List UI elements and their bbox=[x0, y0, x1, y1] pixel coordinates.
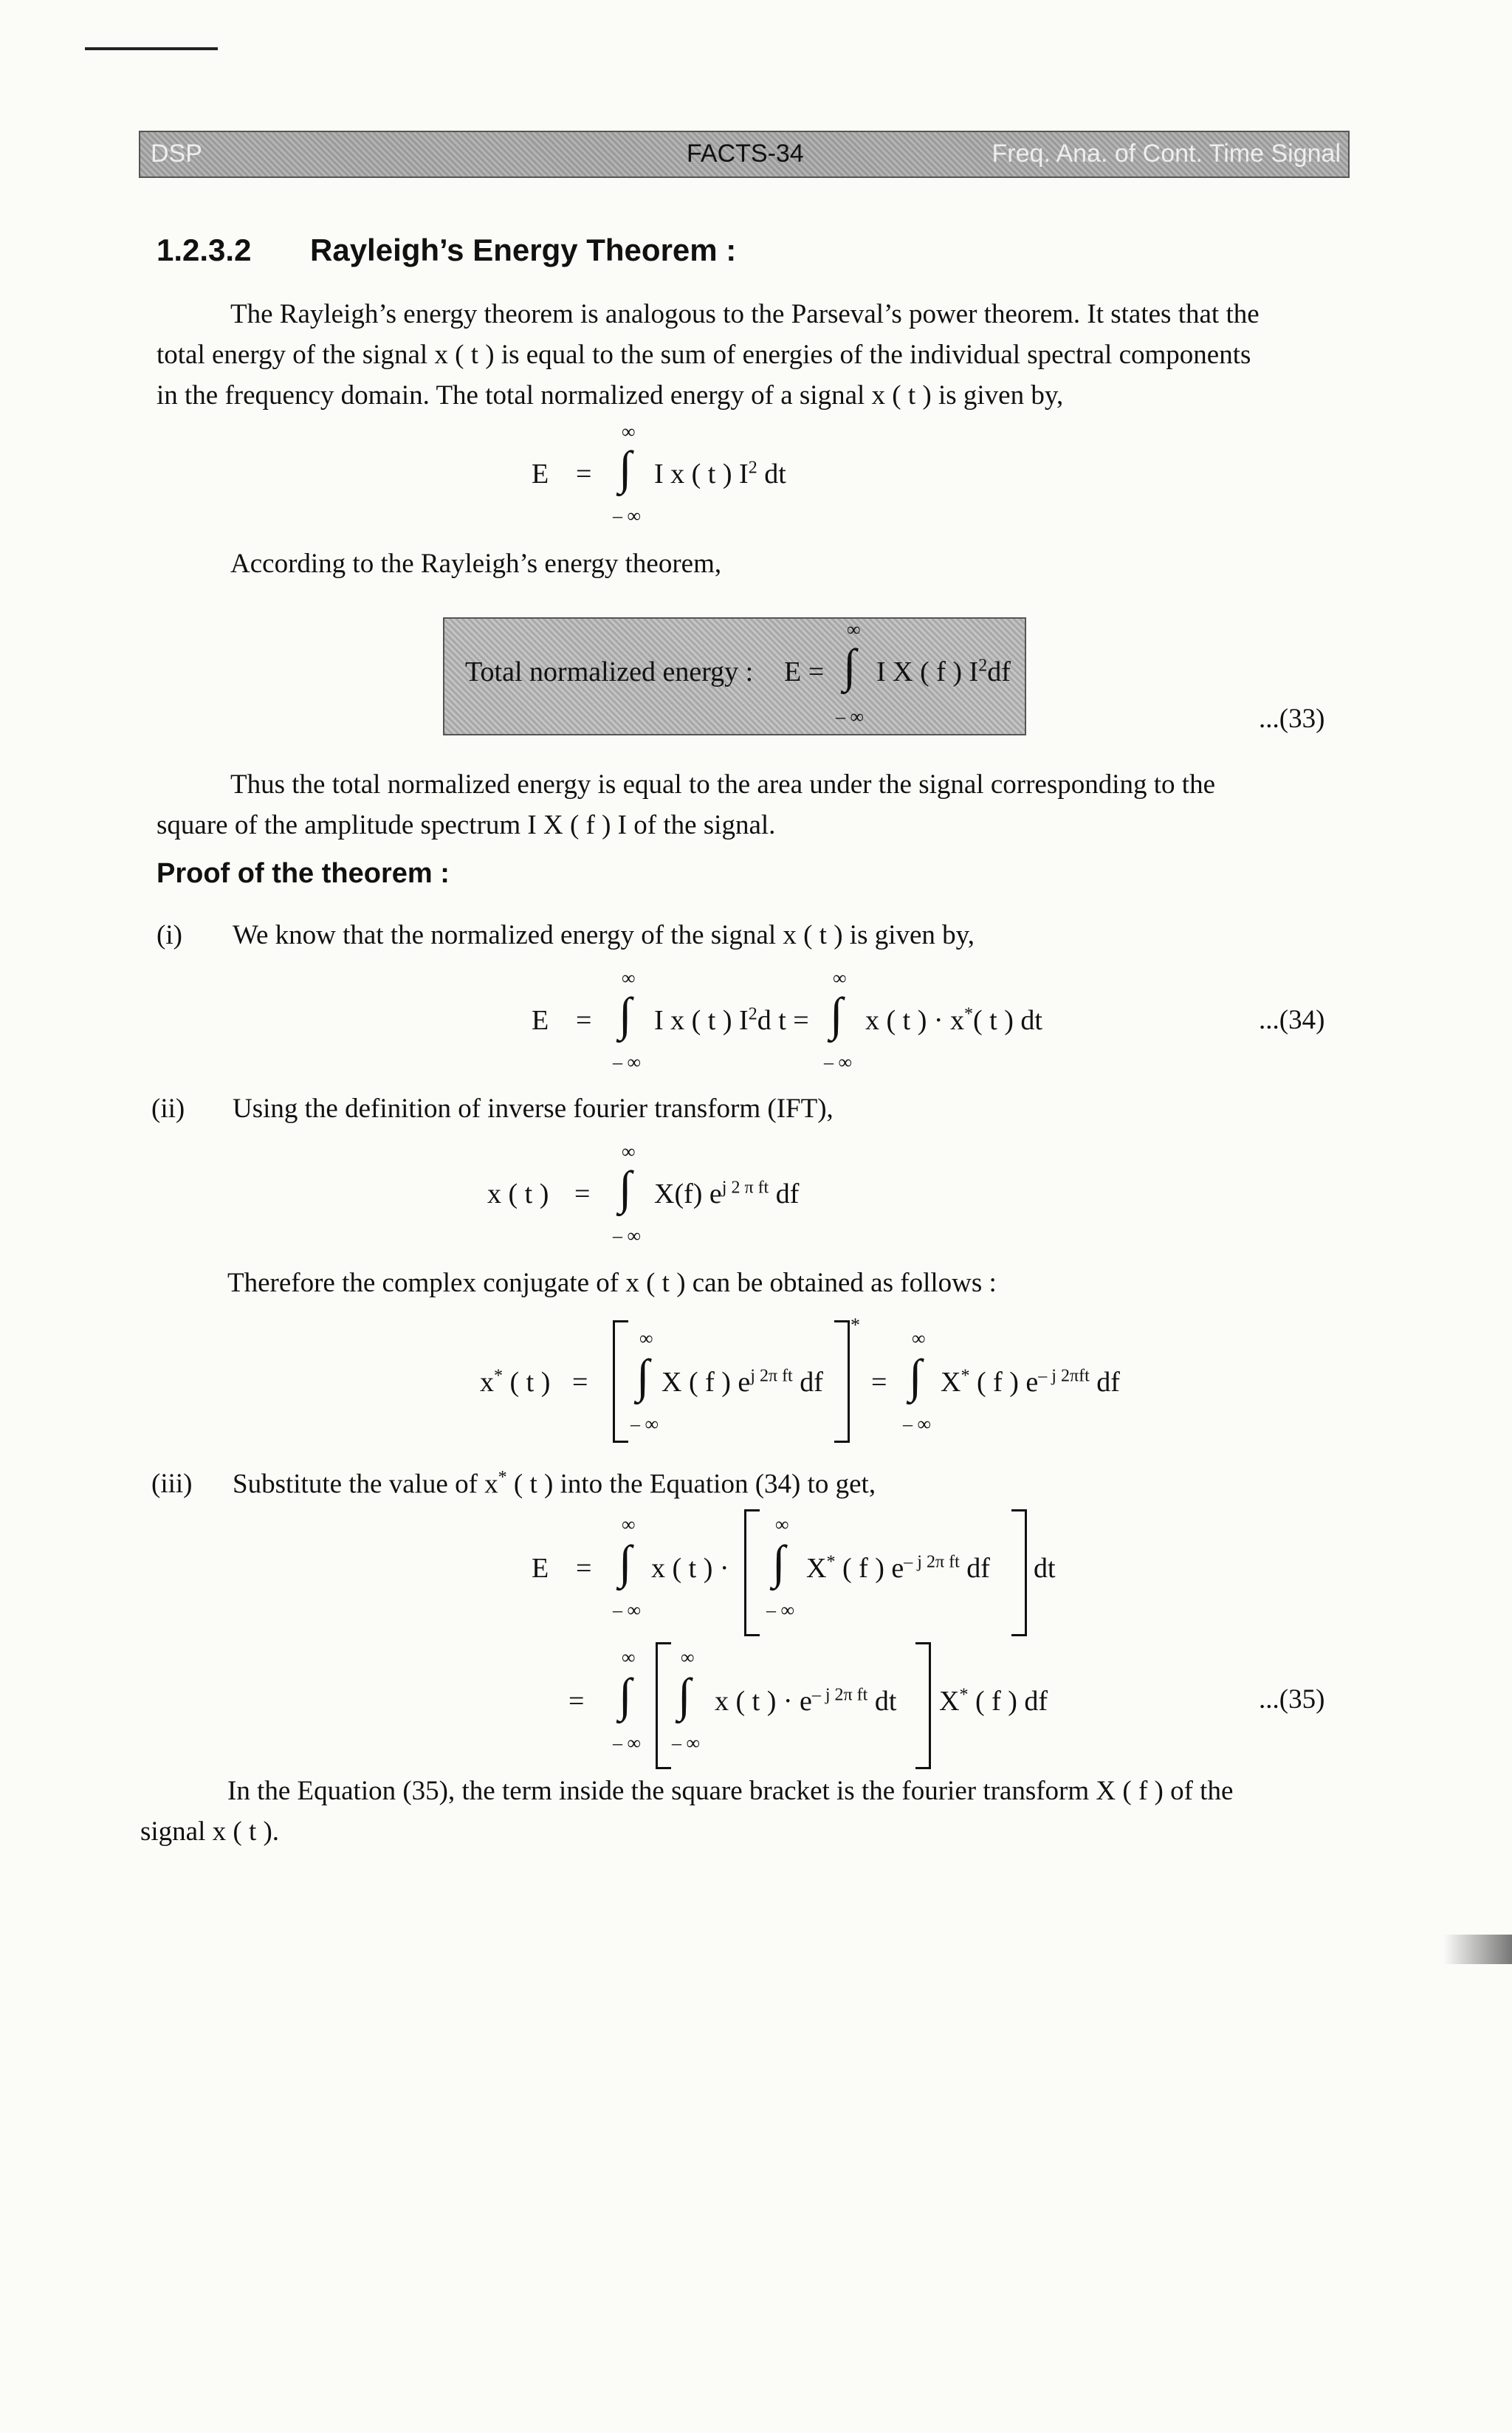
integral-sign: ∫ bbox=[619, 1161, 632, 1214]
ift-equation: x ( t ) = ∞ ∫ – ∞ X(f) $e^{j 2 \pi ft}$ df bbox=[487, 1141, 800, 1246]
final-paragraph: In the Equation (35), the term inside the square bracket is the fourier transform X ( f ) of the signal x ( t ). bbox=[140, 1776, 1234, 1847]
equation-34: E = ∞ ∫ – ∞ I x ( t ) $I^2d$ t = ∞ ∫ – ∞ x ( t ) · x*( t ) dt bbox=[532, 967, 1042, 1073]
left-bracket bbox=[656, 1642, 671, 1769]
step-2-text: Using the definition of inverse fourier transform (IFT), bbox=[233, 1094, 834, 1124]
intro-line-2: total energy of the signal x ( t ) is equal to the sum of energies of the individual spectral components bbox=[157, 340, 1251, 370]
left-bracket bbox=[613, 1320, 628, 1443]
integral-sign: ∫ bbox=[636, 1350, 650, 1402]
equation-ref-34: ...(34) bbox=[1259, 1005, 1325, 1035]
intro-line-3: in the frequency domain. The total normalized energy of a signal x ( t ) is given by, bbox=[157, 380, 1064, 411]
equation-35: = ∞ ∫ – ∞ ∞ ∫ – ∞ x ( t ) · $e^{- j 2\pi ft}$ dt X* ( f ) df bbox=[568, 1639, 1100, 1772]
integral-sign: ∫ bbox=[619, 1536, 632, 1588]
left-bracket bbox=[744, 1509, 760, 1636]
equation-ref-35: ...(35) bbox=[1259, 1684, 1325, 1715]
header-page-number: FACTS-34 bbox=[687, 140, 804, 168]
section-number: 1.2.3.2 bbox=[157, 233, 252, 267]
substitution-equation: E = ∞ ∫ – ∞ x ( t ) · ∞ ∫ – ∞ X* ( f ) $e^{- j 2\pi ft}$ df dt bbox=[532, 1506, 1093, 1639]
step-1-text: We know that the normalized energy of the signal x ( t ) is given by, bbox=[233, 920, 975, 950]
integral-sign: ∫ bbox=[830, 988, 843, 1040]
scan-shadow bbox=[1443, 1935, 1512, 1964]
energy-equation: E = ∞ ∫ – ∞ I x ( t ) $I^2$ dt bbox=[532, 421, 786, 526]
header-left: DSP bbox=[151, 140, 202, 168]
integral-sign: ∫ bbox=[619, 1669, 632, 1721]
integral-sign: ∫ bbox=[843, 639, 856, 692]
integral-sign: ∫ bbox=[909, 1350, 922, 1402]
thus-paragraph: Thus the total normalized energy is equal to the area under the signal corresponding to the square of the amplitude spectrum I X ( f ) I of the signal. bbox=[157, 769, 1215, 840]
step-3-number: (iii) bbox=[151, 1469, 193, 1499]
according-text: According to the Rayleigh’s energy theorem, bbox=[230, 549, 722, 579]
integral-sign: ∫ bbox=[619, 442, 632, 494]
right-bracket bbox=[915, 1642, 931, 1769]
proof-heading: Proof of the theorem : bbox=[157, 858, 450, 889]
integral-sign: ∫ bbox=[772, 1536, 786, 1588]
conjugate-equation: x* ( t ) = ∞ ∫ – ∞ X ( f ) $e^{j 2\pi ft}$ df * = ∞ ∫ – ∞ X* ( f ) $e^{- j 2\pi ft}$ df bbox=[480, 1314, 1144, 1447]
step-3-text: Substitute the value of x* ( t ) into the Equation (34) to get, bbox=[233, 1468, 876, 1500]
section-title: Rayleigh’s Energy Theorem : bbox=[310, 233, 737, 267]
highlight-box: Total normalized energy : E = ∞ ∫ – ∞ I X ( f ) $I^2df$ bbox=[443, 617, 1026, 735]
right-bracket bbox=[834, 1320, 850, 1443]
header-chapter: Freq. Ana. of Cont. Time Signal bbox=[992, 140, 1341, 168]
integral-sign: ∫ bbox=[678, 1669, 691, 1721]
step-1-number: (i) bbox=[157, 920, 182, 950]
intro-paragraph bbox=[157, 294, 1338, 416]
scan-mark bbox=[85, 47, 218, 50]
boxed-label: Total normalized energy : bbox=[465, 656, 754, 687]
right-bracket bbox=[1011, 1509, 1027, 1636]
intro-line-1: The Rayleigh’s energy theorem is analogous to the Parseval’s power theorem. It states that the bbox=[230, 299, 1260, 329]
equation-ref-33: ...(33) bbox=[1259, 704, 1325, 734]
integral-sign: ∫ bbox=[619, 988, 632, 1040]
step-2-number: (ii) bbox=[151, 1094, 185, 1124]
running-header bbox=[139, 131, 1350, 178]
therefore-text: Therefore the complex conjugate of x ( t ) can be obtained as follows : bbox=[227, 1268, 997, 1298]
